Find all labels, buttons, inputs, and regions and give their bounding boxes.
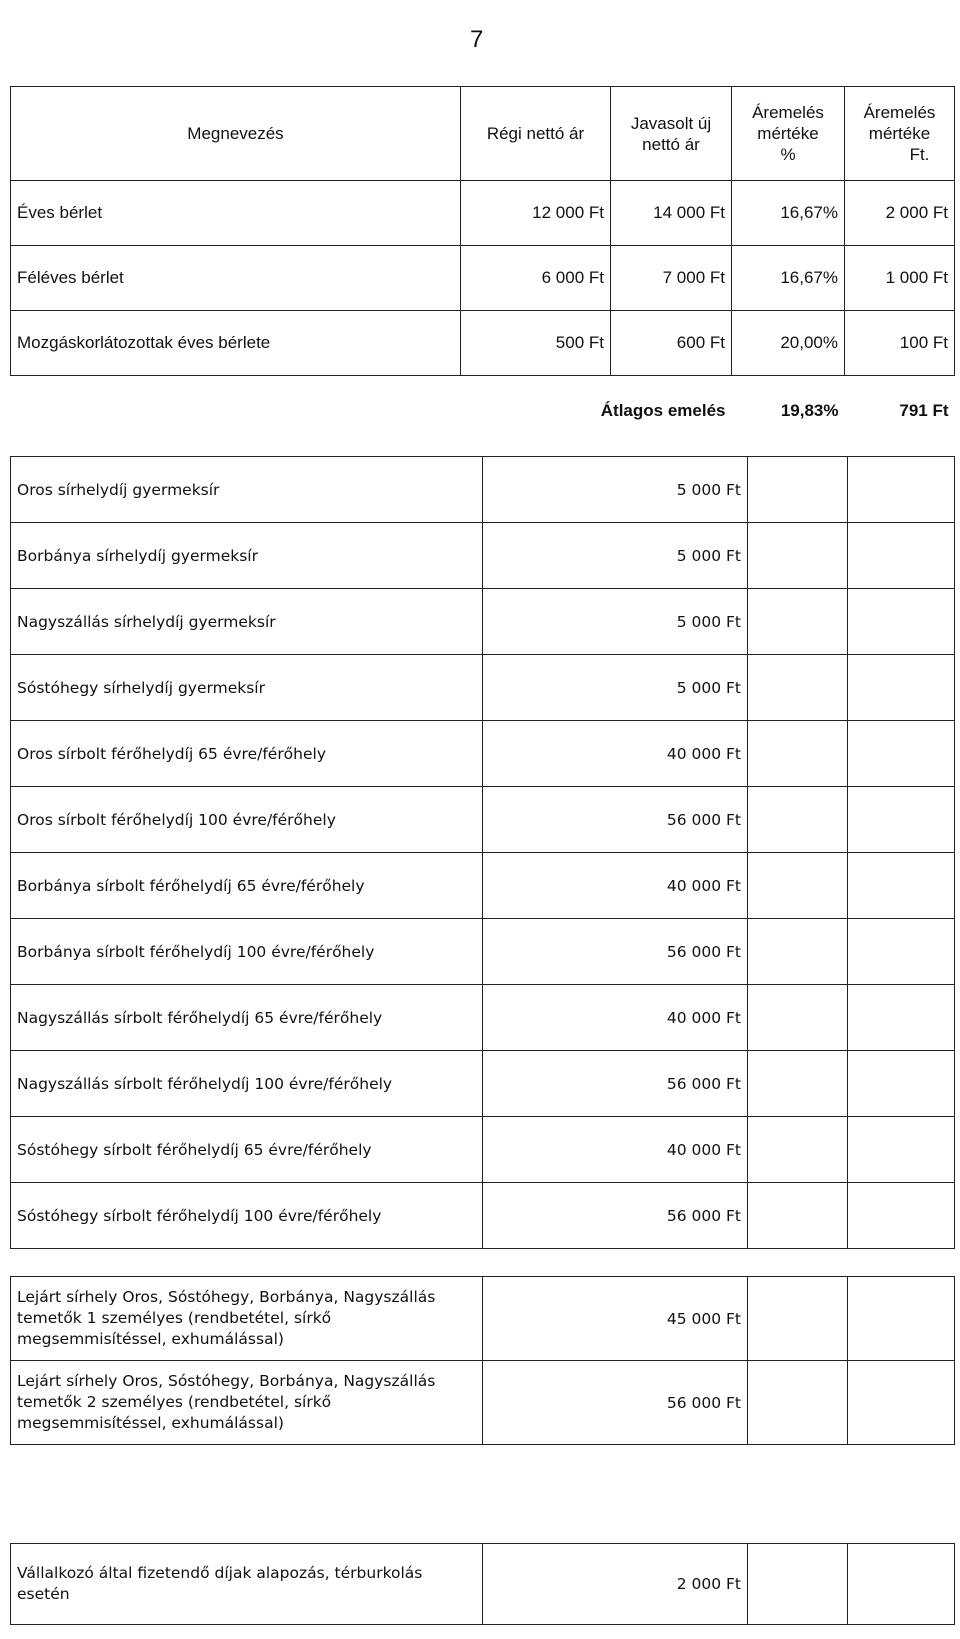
row-empty-cell [748,1361,848,1445]
row-price: 56 000 Ft [483,1361,748,1445]
row-empty-cell [748,985,848,1051]
row-price: 40 000 Ft [483,721,748,787]
row-price: 40 000 Ft [483,985,748,1051]
row-empty-cell [748,1117,848,1183]
row-new-price: 600 Ft [611,311,732,376]
row-increase-ft: 100 Ft [845,311,955,376]
row-old-price: 12 000 Ft [461,181,611,246]
row-name: Éves bérlet [11,181,461,246]
row-empty-cell [848,1361,955,1445]
row-name: Borbánya sírhelydíj gyermeksír [11,523,483,589]
row-increase-pct: 16,67% [732,181,845,246]
header-old-net: Régi nettó ár [461,87,611,181]
header-increase-ft: Áremelés mértéke Ft. [845,87,955,181]
row-price: 5 000 Ft [483,655,748,721]
row-price: 56 000 Ft [483,787,748,853]
row-name: Lejárt sírhely Oros, Sóstóhegy, Borbánya, Nagyszállás temetők 2 személyes (rendbetétel, sírkő megsemmisítéssel, exhumálással) [11,1361,483,1445]
row-empty-cell [848,1117,955,1183]
table-row [11,523,955,589]
row-empty-cell [848,457,955,523]
table-row [11,721,955,787]
row-name: Nagyszállás sírhelydíj gyermeksír [11,589,483,655]
row-name: Sóstóhegy sírbolt férőhelydíj 100 évre/férőhely [11,1183,483,1249]
row-new-price: 7 000 Ft [611,246,732,311]
row-empty-cell [848,1183,955,1249]
row-name: Oros sírhelydíj gyermeksír [11,457,483,523]
row-empty-cell [748,457,848,523]
table-row [11,1183,955,1249]
table-row [11,1277,955,1361]
price-increase-table [10,86,955,446]
table-row [11,655,955,721]
row-new-price: 14 000 Ft [611,181,732,246]
table-row [11,246,955,311]
header-increase-pct: Áremelés mértéke % [732,87,845,181]
row-empty-cell [848,1544,955,1625]
row-empty-cell [748,655,848,721]
row-price: 2 000 Ft [483,1544,748,1625]
table-row [11,919,955,985]
row-name: Oros sírbolt férőhelydíj 65 évre/férőhely [11,721,483,787]
average-ft: 791 Ft [899,401,949,420]
row-price: 56 000 Ft [483,1183,748,1249]
table-row [11,1117,955,1183]
row-name: Borbánya sírbolt férőhelydíj 100 évre/férőhely [11,919,483,985]
table-row [11,457,955,523]
average-pct: 19,83% [780,401,839,420]
row-name: Féléves bérlet [11,246,461,311]
row-price: 5 000 Ft [483,523,748,589]
row-name: Nagyszállás sírbolt férőhelydíj 100 évre/férőhely [11,1051,483,1117]
row-empty-cell [748,919,848,985]
table-row [11,181,955,246]
table-row [11,1544,955,1625]
table-row [11,1051,955,1117]
row-increase-pct: 20,00% [732,311,845,376]
header-new-net: Javasolt új nettó ár [611,87,732,181]
row-empty-cell [848,853,955,919]
row-increase-ft: 2 000 Ft [845,181,955,246]
page-number: 7 [470,26,484,53]
row-name: Mozgáskorlátozottak éves bérlete [11,311,461,376]
row-empty-cell [748,523,848,589]
row-name: Vállalkozó által fizetendő díjak alapozás, térburkolás esetén [11,1544,483,1625]
table-row [11,985,955,1051]
row-empty-cell [848,655,955,721]
row-price: 45 000 Ft [483,1277,748,1361]
average-label: Átlagos emelés [600,401,726,420]
row-empty-cell [748,1544,848,1625]
row-increase-pct: 16,67% [732,246,845,311]
row-increase-ft: 1 000 Ft [845,246,955,311]
row-empty-cell [748,787,848,853]
row-empty-cell [748,1277,848,1361]
row-empty-cell [848,589,955,655]
row-empty-cell [748,853,848,919]
row-old-price: 500 Ft [461,311,611,376]
row-name: Sóstóhegy sírhelydíj gyermeksír [11,655,483,721]
table-row [11,589,955,655]
row-price: 56 000 Ft [483,919,748,985]
row-old-price: 6 000 Ft [461,246,611,311]
row-name: Sóstóhegy sírbolt férőhelydíj 65 évre/férőhely [11,1117,483,1183]
table-header-row [11,87,955,181]
expired-grave-table [10,1276,955,1445]
table-row [11,853,955,919]
row-price: 40 000 Ft [483,1117,748,1183]
average-row [11,376,955,447]
row-name: Nagyszállás sírbolt férőhelydíj 65 évre/férőhely [11,985,483,1051]
row-empty-cell [848,523,955,589]
row-empty-cell [748,589,848,655]
row-empty-cell [848,787,955,853]
row-name: Borbánya sírbolt férőhelydíj 65 évre/férőhely [11,853,483,919]
row-empty-cell [848,1051,955,1117]
table-row [11,311,955,376]
row-name: Lejárt sírhely Oros, Sóstóhegy, Borbánya, Nagyszállás temetők 1 személyes (rendbetétel, sírkő megsemmisítéssel, exhumálással) [11,1277,483,1361]
header-name: Megnevezés [11,87,461,181]
row-price: 5 000 Ft [483,457,748,523]
row-empty-cell [748,1183,848,1249]
row-empty-cell [848,919,955,985]
row-empty-cell [848,985,955,1051]
row-price: 56 000 Ft [483,1051,748,1117]
row-empty-cell [748,1051,848,1117]
row-empty-cell [848,1277,955,1361]
row-price: 5 000 Ft [483,589,748,655]
row-price: 40 000 Ft [483,853,748,919]
row-name: Oros sírbolt férőhelydíj 100 évre/férőhely [11,787,483,853]
table-row [11,787,955,853]
row-empty-cell [848,721,955,787]
row-empty-cell [748,721,848,787]
table-row [11,1361,955,1445]
contractor-fee-table [10,1543,955,1625]
grave-fee-table [10,456,955,1249]
